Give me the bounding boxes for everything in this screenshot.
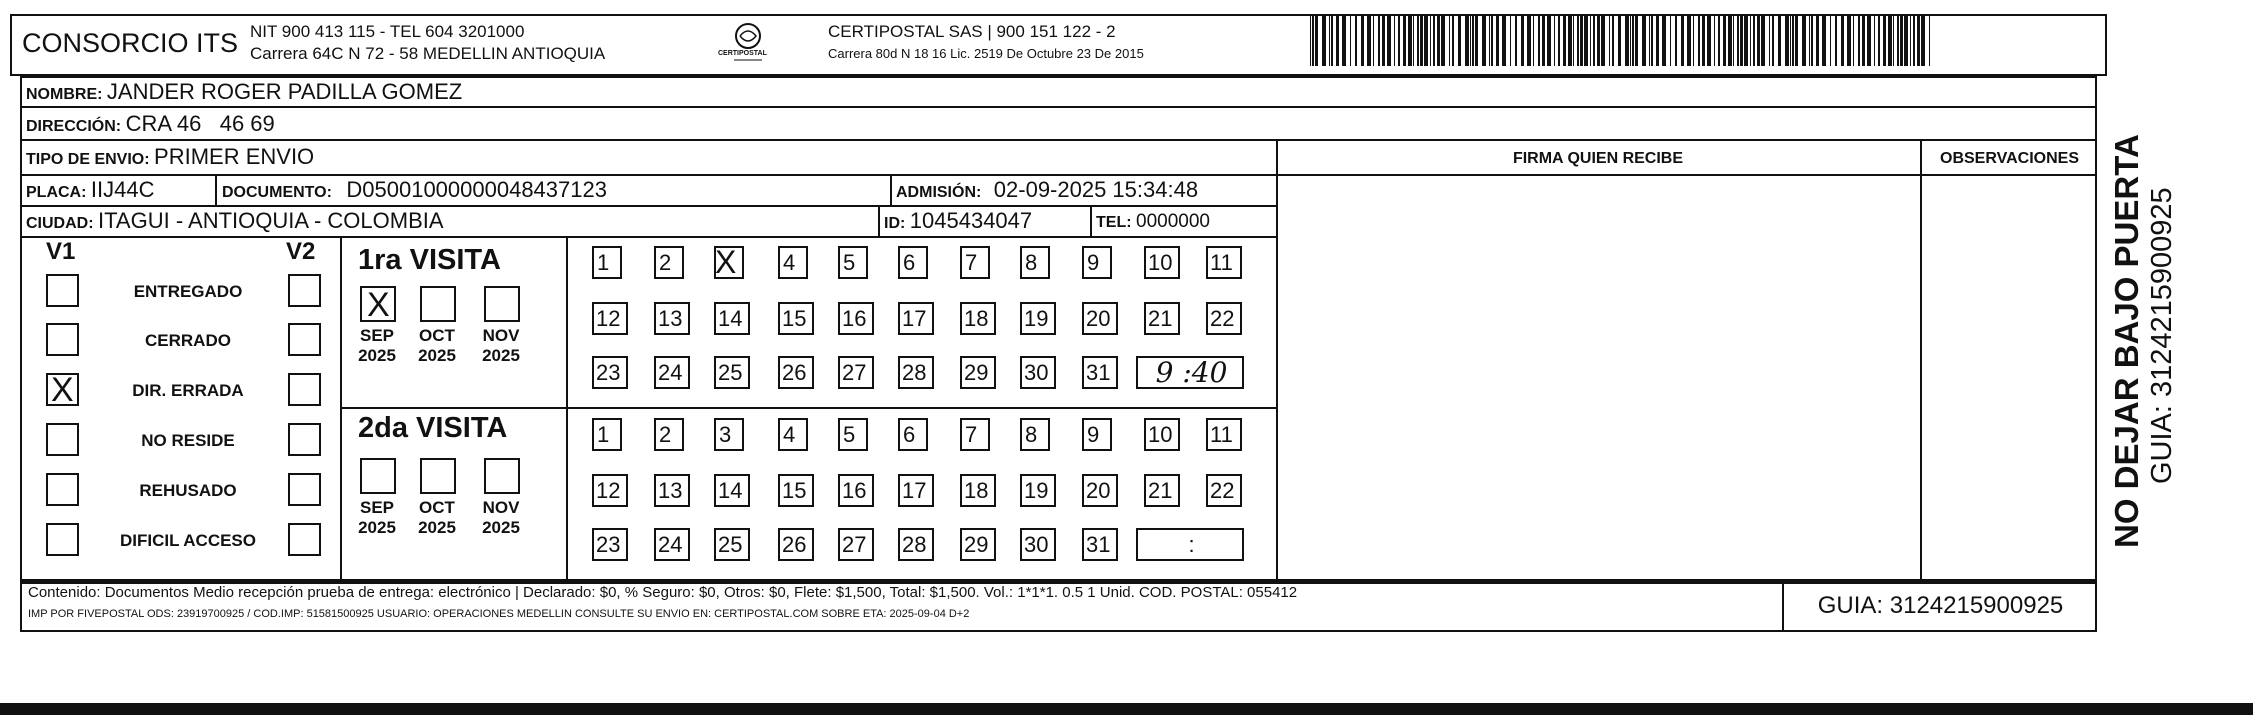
second-month-checkbox[interactable] [484,458,520,494]
barcode-bar [1367,16,1371,66]
v1-checkbox[interactable] [46,473,79,506]
first-time-value: 9 :40 [1155,356,1228,389]
second-month-checkbox[interactable] [360,458,396,494]
v1-checkbox[interactable] [46,323,79,356]
v1-checkbox[interactable] [46,274,79,307]
barcode-bar [1910,16,1911,66]
barcode-bar [1554,16,1555,66]
barcode-bar [1693,16,1694,66]
footer-guia: GUIA: 3124215900925 [1817,592,2064,619]
first-day-box[interactable]: 25 [714,356,750,389]
barcode-bar [1452,16,1454,66]
barcode-bar [1593,16,1595,66]
barcode-bar [1417,16,1419,66]
ciudad-value: ITAGUI - ANTIOQUIA - COLOMBIA [98,208,444,233]
barcode-bar [1835,16,1837,66]
barcode-bar [1723,16,1726,66]
company-address: Carrera 64C N 72 - 58 MEDELLIN ANTIOQUIA [250,44,606,63]
first-day-box[interactable]: 2 [654,246,684,279]
second-day-box[interactable]: 24 [654,528,690,561]
barcode-bar [1733,16,1734,66]
barcode [1310,16,1938,66]
barcode-bar [1651,16,1653,66]
barcode-bar [1350,16,1351,66]
placa-value: IIJ44C [90,177,155,202]
barcode-bar [1642,16,1646,66]
barcode-bar [1792,16,1794,66]
barcode-bar [1753,16,1755,66]
status-label: CERRADO [145,331,231,350]
placa-label: PLACA: [26,184,87,201]
company-name: CONSORCIO ITS [22,28,239,58]
bottom-band [0,703,2253,715]
first-month-label [412,326,462,366]
v2-checkbox[interactable] [288,473,321,506]
barcode-bar [1413,16,1414,66]
second-day-box[interactable]: 27 [838,528,874,561]
second-day-box[interactable]: 1 [592,418,622,451]
barcode-bar [1329,16,1330,66]
direccion-row [26,111,275,137]
nombre-row [26,79,462,105]
barcode-bar [1538,16,1540,66]
barcode-bar [1387,16,1391,66]
month-name: SEP [359,326,395,345]
barcode-bar [1322,16,1326,66]
barcode-bar [1698,16,1700,66]
col-line [1090,205,1092,236]
month-name: NOV [482,326,520,345]
first-month-checkbox[interactable] [420,286,456,322]
barcode-bar [1420,16,1423,66]
barcode-bar [1904,16,1908,66]
barcode-bar [1790,16,1791,66]
barcode-bar [1630,16,1631,66]
barcode-bar [1811,16,1813,66]
barcode-bar [1521,16,1524,66]
second-month-label [352,498,402,538]
second-day-box[interactable]: 21 [1144,474,1180,507]
first-day-box[interactable]: 14 [714,302,750,335]
barcode-bar [1482,16,1486,66]
barcode-bar [1913,16,1915,66]
status-label: REHUSADO [139,481,237,500]
documento-label: DOCUMENTO: [222,184,332,201]
first-day-box[interactable]: 13 [654,302,690,335]
barcode-bar [1816,16,1819,66]
barcode-bar [1310,16,1311,66]
barcode-bar [1458,16,1461,66]
month-name: NOV [482,498,520,517]
barcode-bar [1424,16,1428,66]
barcode-bar [1888,16,1892,66]
tel-label: TEL: [1096,214,1132,231]
admision-row [896,177,1198,203]
certipostal-logo [708,20,788,68]
v2-checkbox[interactable] [288,373,321,406]
admision-label: ADMISIÓN: [896,184,982,201]
first-day-box[interactable]: 15 [778,302,814,335]
barcode-bar [1312,16,1314,66]
nombre-label: NOMBRE: [26,86,103,103]
company-nit-tel: NIT 900 413 115 - TEL 604 3201000 [250,22,525,41]
barcode-bar [1853,16,1854,66]
second-day-box[interactable]: 23 [592,528,628,561]
first-day-box[interactable]: 18 [960,302,996,335]
logo-icon [708,20,788,68]
first-day-box[interactable]: 6 [898,246,928,279]
barcode-bar [1761,16,1765,66]
v1-checkbox[interactable] [46,423,79,456]
second-day-box[interactable]: 20 [1082,474,1118,507]
barcode-bar [1382,16,1385,66]
check-mark: X [715,244,737,280]
barcode-bar [1921,16,1925,66]
second-month-label [476,498,526,538]
second-day-box[interactable]: 29 [960,528,996,561]
second-day-box[interactable]: 22 [1206,474,1242,507]
barcode-bar [1662,16,1666,66]
barcode-bar [1769,16,1770,66]
first-day-box[interactable]: 28 [898,356,934,389]
second-time-value: : [1188,532,1195,557]
barcode-bar [1785,16,1789,66]
second-day-box[interactable]: 15 [778,474,814,507]
first-day-box[interactable]: 8 [1020,246,1050,279]
barcode-bar [1573,16,1574,66]
row-line [20,236,1276,238]
first-time-box[interactable] [1136,356,1244,389]
footer-imp: IMP POR FIVEPOSTAL ODS: 23919700925 / COD.IMP: 51581500925 USUARIO: OPERACIONES MEDELLIN CONSULTE SU ENVIO EN: CERTIPOSTAL.COM SOBRE ETA: 2025-09-04 D+2 [28,608,970,620]
side-guia: GUIA: 3124215900925 [2146,187,2178,484]
second-visit-title: 2da VISITA [358,412,508,444]
barcode-bar [1778,16,1781,66]
documento-row [222,177,607,203]
barcode-bar [1315,16,1318,66]
barcode-bar [1802,16,1806,66]
col-line [1920,139,1922,582]
barcode-bar [1342,16,1346,66]
first-month-checkbox[interactable] [484,286,520,322]
barcode-bar [1867,16,1871,66]
barcode-bar [1874,16,1875,66]
month-name: SEP [359,498,395,517]
first-day-box[interactable]: 29 [960,356,996,389]
barcode-bar [1737,16,1739,66]
barcode-bar [1862,16,1865,66]
barcode-bar [1430,16,1431,66]
barcode-bar [1433,16,1435,66]
second-day-box[interactable]: 26 [778,528,814,561]
month-year: 2025 [482,518,520,537]
first-month-checkbox[interactable] [360,286,396,322]
barcode-bar [1502,16,1506,66]
tel-value: 0000000 [1136,211,1210,232]
id-value: 1045434047 [909,208,1033,233]
id-row [884,208,1032,234]
first-month-label [352,326,402,366]
barcode-bar [1618,16,1621,66]
barcode-bar [1437,16,1440,66]
barcode-bar [1635,16,1638,66]
barcode-bar [1547,16,1551,66]
barcode-bar [1858,16,1860,66]
barcode-bar [1441,16,1445,66]
barcode-bar [1584,16,1588,66]
first-day-box[interactable]: 30 [1020,356,1056,389]
barcode-bar [1750,16,1751,66]
barcode-bar [1625,16,1629,66]
first-day-box[interactable]: 26 [778,356,814,389]
status-label: NO RESIDE [141,431,235,450]
second-day-box[interactable]: 13 [654,474,690,507]
col-line [890,174,892,205]
barcode-bar [1632,16,1634,66]
first-day-box[interactable]: 4 [778,246,808,279]
barcode-bar [1563,16,1566,66]
second-day-box[interactable]: 5 [838,418,868,451]
barcode-bar [1707,16,1711,66]
barcode-bar [1597,16,1600,66]
barcode-bar [1795,16,1798,66]
col-line [878,205,880,236]
tipo-row [26,144,314,170]
status-label: DIFICIL ACCESO [119,531,256,550]
first-day-box[interactable]: 27 [838,356,874,389]
barcode-bar [1649,16,1650,66]
first-day-box[interactable]: 21 [1144,302,1180,335]
second-month-checkbox[interactable] [420,458,456,494]
first-day-box[interactable]: 23 [592,356,628,389]
barcode-bar [1475,16,1478,66]
second-day-box[interactable]: 7 [960,418,990,451]
second-day-box[interactable]: 10 [1144,418,1180,451]
barcode-bar [1822,16,1826,66]
barcode-bar [1929,16,1930,66]
v2-header: V2 [286,238,316,265]
first-day-box[interactable]: 20 [1082,302,1118,335]
barcode-bar [1491,16,1493,66]
barcode-bar [1398,16,1400,66]
barcode-bar [1675,16,1677,66]
direccion-label: DIRECCIÓN: [26,118,122,135]
courier-address: Carrera 80d N 18 16 Lic. 2519 De Octubre 23 De 2015 [828,46,1144,61]
month-year: 2025 [482,346,520,365]
month-year: 2025 [418,346,456,365]
barcode-bar [1580,16,1583,66]
status-label: ENTREGADO [133,282,243,301]
barcode-bar [1809,16,1810,66]
first-day-box[interactable]: 5 [838,246,868,279]
first-visit-title: 1ra VISITA [358,244,501,276]
barcode-bar [1361,16,1364,66]
barcode-bar [1515,16,1517,66]
col-line [340,236,342,582]
second-day-box[interactable]: 18 [960,474,996,507]
row-line [20,106,2097,108]
second-day-box[interactable]: 11 [1206,418,1242,451]
second-day-box[interactable]: 4 [778,418,808,451]
barcode-bar [1403,16,1406,66]
barcode-bar [1601,16,1605,66]
second-day-box[interactable]: 14 [714,474,750,507]
month-name: OCT [419,498,455,517]
barcode-bar [1542,16,1545,66]
check-mark: X [51,371,74,409]
barcode-bar [1577,16,1579,66]
barcode-bar [1612,16,1614,66]
barcode-bar [1408,16,1412,66]
v2-checkbox[interactable] [288,274,321,307]
courier-name: CERTIPOSTAL SAS | 900 151 122 - 2 [828,22,1116,41]
barcode-bar [1670,16,1671,66]
barcode-bar [1331,16,1333,66]
logo-text: CERTIPOSTAL [718,50,767,57]
barcode-bar [1740,16,1743,66]
barcode-bar [1510,16,1511,66]
second-time-box[interactable] [1136,528,1244,561]
row-line [20,139,2097,141]
barcode-bar [1394,16,1395,66]
barcode-bar [1744,16,1748,66]
barcode-bar [1714,16,1715,66]
first-day-box[interactable]: 1 [592,246,622,279]
row-line [20,174,1276,176]
second-day-box[interactable]: 19 [1020,474,1056,507]
barcode-bar [1897,16,1899,66]
first-day-box[interactable]: 22 [1206,302,1242,335]
barcode-bar [1841,16,1844,66]
second-day-box[interactable]: 8 [1020,418,1050,451]
observaciones-header: OBSERVACIONES [1940,150,2079,167]
documento-value: D05001000000048437123 [346,177,607,202]
tel-row [1096,211,1210,233]
row-line [1276,174,2097,176]
barcode-bar [1772,16,1774,66]
col-line [1276,139,1278,582]
barcode-bar [1757,16,1760,66]
first-day-box[interactable]: 10 [1144,246,1180,279]
barcode-bar [1590,16,1591,66]
ciudad-row [26,208,444,234]
barcode-bar [1883,16,1886,66]
v2-checkbox[interactable] [288,423,321,456]
second-day-box[interactable]: 16 [838,474,874,507]
v1-header: V1 [46,238,76,265]
first-month-label [476,326,526,366]
barcode-bar [1702,16,1705,66]
v2-checkbox[interactable] [288,323,321,356]
barcode-bar [1681,16,1684,66]
first-day-box[interactable]: 19 [1020,302,1056,335]
barcode-bar [1917,16,1920,66]
admision-value: 02-09-2025 15:34:48 [993,177,1199,202]
nombre-value: JANDER ROGER PADILLA GOMEZ [106,79,463,104]
side-warning: NO DEJAR BAJO PUERTA [2108,134,2145,548]
month-year: 2025 [418,518,456,537]
first-day-box[interactable]: 11 [1206,246,1242,279]
first-day-box[interactable]: 17 [898,302,934,335]
barcode-bar [1878,16,1880,66]
barcode-bar [1718,16,1720,66]
second-day-box[interactable]: 28 [898,528,934,561]
firma-header: FIRMA QUIEN RECIBE [1512,150,1684,167]
v2-checkbox[interactable] [288,523,321,556]
barcode-bar [1489,16,1490,66]
month-year: 2025 [358,518,396,537]
barcode-bar [1609,16,1610,66]
second-day-box[interactable]: 12 [592,474,628,507]
barcode-bar [1568,16,1572,66]
barcode-bar [1378,16,1380,66]
second-day-box[interactable]: 31 [1082,528,1118,561]
tipo-value: PRIMER ENVIO [154,144,315,169]
barcode-bar [1465,16,1469,66]
col-line [566,236,568,582]
second-day-box[interactable]: 2 [654,418,684,451]
barcode-bar [1336,16,1339,66]
barcode-bar [1472,16,1474,66]
barcode-bar [1527,16,1531,66]
barcode-bar [1830,16,1831,66]
barcode-bar [1656,16,1659,66]
barcode-bar [1355,16,1357,66]
barcode-bar [1900,16,1903,66]
second-day-box[interactable]: 30 [1020,528,1056,561]
col-line [215,174,217,205]
v1-checkbox[interactable] [46,523,79,556]
row-line [340,407,1276,409]
barcode-bar [1558,16,1560,66]
barcode-bar [1373,16,1374,66]
v1-checkbox[interactable] [46,371,79,409]
barcode-bar [1893,16,1894,66]
barcode-bar [1449,16,1450,66]
barcode-bar [1687,16,1691,66]
direccion-value: CRA 46 46 69 [125,111,275,136]
first-day-box[interactable]: 7 [960,246,990,279]
first-day-box[interactable]: 16 [838,302,874,335]
check-mark: X [367,286,390,324]
second-day-box[interactable]: 17 [898,474,934,507]
first-day-box[interactable]: 9 [1082,246,1112,279]
first-day-box[interactable]: 12 [592,302,628,335]
second-day-box[interactable]: 3 [714,418,744,451]
second-month-label [412,498,462,538]
second-day-box[interactable]: 25 [714,528,750,561]
barcode-bar [1728,16,1732,66]
first-day-box[interactable]: 24 [654,356,690,389]
barcode-bar [1847,16,1851,66]
placa-row [26,177,154,203]
ciudad-label: CIUDAD: [26,215,94,232]
id-label: ID: [884,215,906,232]
barcode-bar [1496,16,1499,66]
barcode-bar [1470,16,1471,66]
second-day-box[interactable]: 6 [898,418,928,451]
first-day-box[interactable]: 31 [1082,356,1118,389]
tipo-label: TIPO DE ENVIO: [26,151,150,168]
footer-contenido: Contenido: Documentos Medio recepción prueba de entrega: electrónico | Declarado: $0, % Seguro: $0, Otros: $0, Flete: $1,500, Total: $1,500. Vol.: 1*1*1. 0.5 1 Unid. COD. POSTAL: 055412 [28,584,1298,601]
second-day-box[interactable]: 9 [1082,418,1112,451]
first-day-box[interactable] [714,246,744,279]
row-line [20,205,1276,207]
month-year: 2025 [358,346,396,365]
barcode-bar [1533,16,1534,66]
status-label: DIR. ERRADA [132,381,244,400]
month-name: OCT [419,326,455,345]
